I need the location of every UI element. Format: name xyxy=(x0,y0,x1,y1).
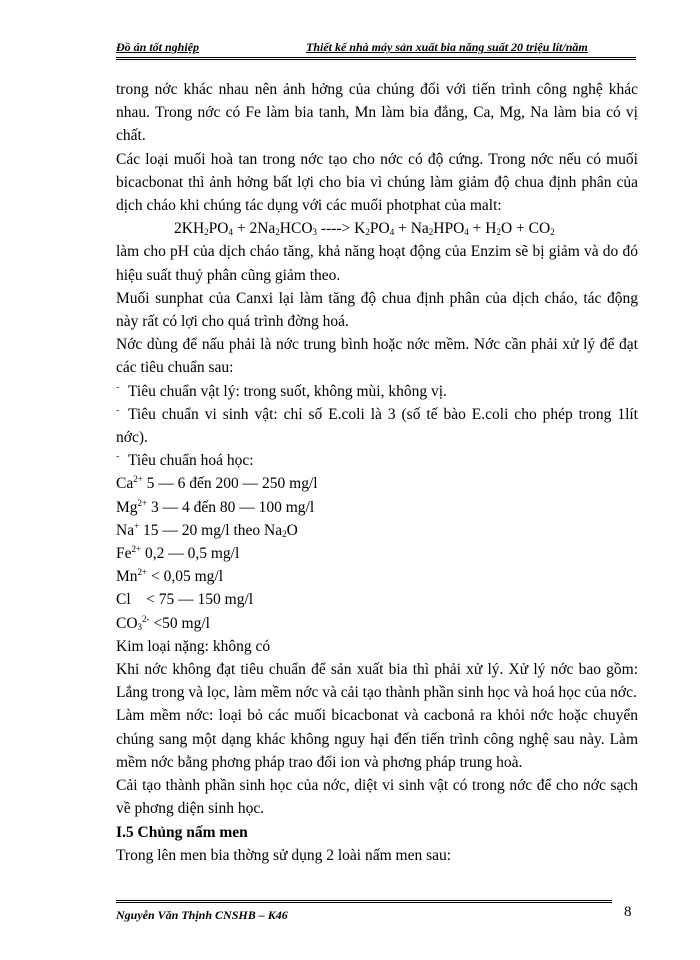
footer-rule xyxy=(116,900,612,903)
chem-line-na: Na+ 15 — 20 mg/l theo $Na_2O$ xyxy=(116,520,298,539)
paragraph: Khi nớc không đạt tiêu chuẩn để sản xuất bia thì phải xử lý. Xử lý nớc bao gồm: Lắng trong và lọc, làm mềm nớc và cải tạo thành phần sinh học và hoá học của nớc. xyxy=(116,661,638,702)
header-left-text: Đồ án tốt nghiệp xyxy=(116,40,200,54)
paragraph: Các loại muối hoà tan trong nớc tạo cho nớc có độ cứng. Trong nớc nếu có muối bicacbonat thì ảnh hởng bất lợi cho bia vì chúng làm giảm độ chua định phân của dịch cháo khi chúng tác dụng với các muối photphat của malt: xyxy=(116,150,638,215)
document-body xyxy=(116,78,638,867)
paragraph: trong nớc khác nhau nên ảnh hởng của chúng đối với tiến trình công nghệ khác nhau. Trong nớc có Fe làm bia tanh, Mn làm bia đắng, Ca, Mg, Na làm bia có vị chất. xyxy=(116,81,638,145)
bullet-item: ˜ Tiêu chuẩn vật lý: trong suốt, không mùi, không vị. xyxy=(116,380,638,403)
bullet-icon: ˜ xyxy=(116,385,120,397)
page-number: 8 xyxy=(624,904,632,920)
chemical-equation: $2KH_2PO_4 + 2Na_2HCO_3$ ----> $K_2PO_4 + Na_2HPO_4 + H_2O + CO_2$ xyxy=(174,220,555,238)
paragraph: làm cho pH của dịch cháo tăng, khả năng hoạt động của Enzim sẽ bị giảm và do đó hiệu suất thuỷ phân cũng giảm theo. xyxy=(116,243,638,284)
page-footer xyxy=(116,900,638,930)
bullet-item: ˜ Tiêu chuẩn vi sinh vật: chỉ số E.coli là 3 (số tế bào E.coli cho phép trong 1lít nớc). xyxy=(116,403,638,449)
paragraph: Nớc dùng để nấu phải là nớc trung bình hoặc nớc mềm. Nớc cần phải xử lý để đạt các tiêu chuẩn sau: xyxy=(116,336,638,377)
section-heading: I.5 Chủng nấm men xyxy=(116,823,248,841)
bullet-icon: ˜ xyxy=(116,408,120,420)
paragraph: Cải tạo thành phần sinh học của nớc, diệt vi sinh vật có trong nớc để cho nớc sạch về phơng diện sinh học. xyxy=(116,777,638,818)
bullet-icon: ˜ xyxy=(116,455,120,467)
chem-line-co3: $CO_3^{2-} <50$ mg/l xyxy=(116,613,210,632)
chem-line-fe: $Fe^{2+}$ 0,2 — 0,5 mg/l xyxy=(116,544,240,563)
bullet-item: ˜ Tiêu chuẩn hoá học: xyxy=(116,449,638,472)
chem-line-mn: $Mn^{2+} < 0,05$ mg/l xyxy=(116,567,224,586)
chem-line-mg: $Mg^{2+}$ 3 — 4 đến 80 — 100 mg/l xyxy=(116,497,315,516)
chem-line-ca: $Ca^{2+}$ 5 — 6 đến 200 — 250 mg/l xyxy=(116,474,318,493)
footer-author: Nguyễn Văn Thịnh CNSHB – K46 xyxy=(116,908,288,922)
chem-line-cl: Cl < 75 — 150 mg/l xyxy=(116,591,254,609)
page-header xyxy=(116,40,636,60)
header-rule xyxy=(116,57,636,60)
paragraph: Muối sunphat của Canxi lại làm tăng độ chua định phân của dịch cháo, tác động này rất có lợi cho quá trình đờng hoá. xyxy=(116,289,638,331)
header-right-text: Thiết kế nhà máy sản xuất bia năng suất 20 triệu lít/năm xyxy=(306,40,588,54)
paragraph: Kim loại nặng: không có xyxy=(116,637,271,655)
paragraph: Làm mềm nớc: loại bỏ các muối bicacbonat và cacbonả ra khỏi nớc hoặc chuyển chúng sang một dạng khác không nguy hại đến tiến trình công nghệ sau này. Làm mềm nớc bằng phơng pháp trao đổi ion và phơng pháp trung hoà. xyxy=(116,707,638,771)
paragraph: Trong lên men bia thờng sử dụng 2 loài nấm men sau: xyxy=(116,846,452,864)
